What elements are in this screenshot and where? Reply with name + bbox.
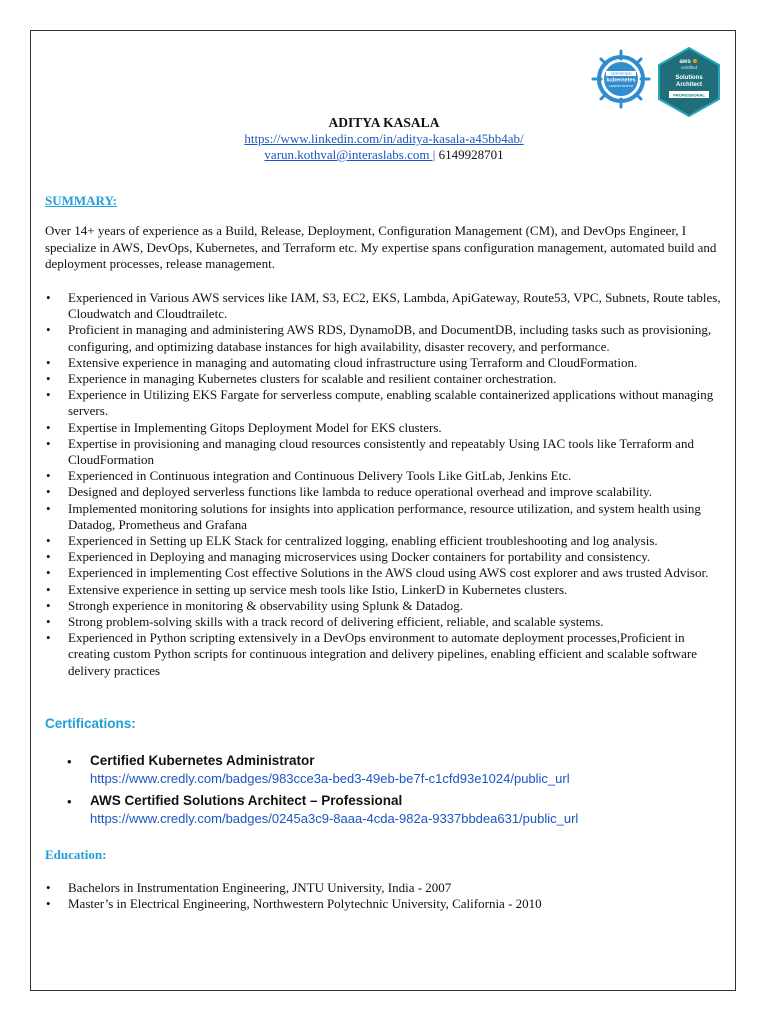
svg-text:kubernetes: kubernetes (606, 77, 636, 84)
experience-bullet-list (45, 290, 727, 679)
experience-bullet-item (45, 549, 727, 565)
experience-bullet-text: Strong problem-solving skills with a track record of delivering efficient, reliable, and scalable systems. (68, 614, 604, 630)
bullet-icon: • (46, 614, 51, 630)
kubernetes-administrator-badge-icon (591, 49, 651, 109)
bullet-icon: • (46, 549, 51, 565)
experience-bullet-text: Extensive experience in setting up service mesh tools like Istio, LinkerD in Kubernetes clusters. (68, 581, 568, 597)
candidate-name: ADITYA KASALA (328, 115, 440, 130)
experience-bullet-item (45, 290, 727, 322)
bullet-icon: • (46, 565, 51, 581)
experience-bullet-item (45, 533, 727, 549)
aws-solutions-architect-badge-icon (657, 47, 721, 117)
bullet-icon: • (46, 597, 51, 613)
certification-item (67, 792, 727, 828)
certifications-heading: Certifications: (45, 716, 136, 731)
education-item (45, 896, 727, 912)
experience-bullet-text: Experience in managing Kubernetes clusters for scalable and resilient container orchestration. (68, 371, 557, 387)
experience-bullet-text: Expertise in provisioning and managing cloud resources consistently and repeatably Using IAC tools like Terraform and CloudFormation (68, 435, 694, 468)
experience-bullet-text: Experienced in Continuous integration and Continuous Delivery Tools Like GitLab, Jenkins Etc. (68, 468, 572, 484)
bullet-icon: • (46, 880, 51, 895)
bullet-icon: • (46, 387, 51, 403)
experience-bullet-item (45, 565, 727, 581)
experience-bullet-item (45, 630, 727, 679)
bullet-icon: • (46, 290, 51, 305)
bullet-icon: • (46, 371, 51, 387)
resume-page (30, 30, 736, 991)
experience-bullet-text: Experience in Utilizing EKS Fargate for serverless compute, enabling scalable containerized applications without managing servers. (68, 387, 714, 419)
svg-text:ADMINISTRATOR: ADMINISTRATOR (608, 84, 634, 88)
bullet-icon: • (46, 419, 51, 435)
certification-item (67, 752, 727, 788)
bullet-icon: • (46, 500, 51, 516)
summary-paragraph: Over 14+ years of experience as a Build, Release, Deployment, Configuration Management (CM), and DevOps Engineer, I specialize in AWS, DevOps, Kubernetes, and Terraform etc. My expertise spans configuration management, automated build and deployment processes, release management. (45, 223, 717, 271)
experience-bullet-text: Extensive experience in managing and automating cloud infrastructure using Terraform and CloudFormation. (68, 354, 638, 370)
bullet-icon: • (46, 435, 51, 451)
bullet-icon: • (46, 484, 51, 500)
svg-text:aws: aws (679, 59, 691, 65)
svg-text:Architect: Architect (675, 82, 703, 88)
bullet-icon: • (46, 533, 51, 549)
bullet-icon: • (67, 754, 72, 769)
experience-bullet-text: Experienced in Deploying and managing microservices using Docker containers for portability and consistency. (68, 549, 651, 565)
svg-text:Solutions: Solutions (675, 75, 703, 81)
bullet-icon: • (46, 630, 51, 646)
experience-bullet-item (45, 501, 727, 533)
experience-bullet-item (45, 614, 727, 630)
bullet-icon: • (67, 794, 72, 809)
certification-url-link[interactable]: https://www.credly.com/badges/983cce3a-bed3-49eb-be7f-c1cfd93e1024/public_url (90, 771, 570, 786)
education-heading: Education: (45, 847, 107, 862)
experience-bullet-item (45, 371, 727, 387)
experience-bullet-text: Experienced in implementing Cost effective Solutions in the AWS cloud using AWS cost explorer and aws trusted Advisor. (68, 565, 709, 581)
phone-number: 6149928701 (435, 147, 504, 162)
certifications-list (67, 752, 727, 832)
experience-bullet-text: Experienced in Python scripting extensively in a DevOps environment to automate deployment processes,Proficient in creating custom Python scripts for continuous integration and delivery pipelines, enabling efficient and scalable software delivery practices (68, 630, 697, 678)
education-list (45, 880, 727, 912)
experience-bullet-item (45, 387, 727, 419)
svg-text:certified: certified (681, 65, 697, 70)
experience-bullet-text: Strongh experience in monitoring & observability using Splunk & Datadog. (68, 597, 464, 613)
education-item (45, 880, 727, 896)
experience-bullet-text: Proficient in managing and administering AWS RDS, DynamoDB, and DocumentDB, including tasks such as provisioning, configuring, and optimizing database instances for high availability, disaster recovery, and performance. (68, 322, 712, 354)
bullet-icon: • (46, 354, 51, 370)
experience-bullet-item (45, 322, 727, 354)
experience-bullet-text: Experienced in Various AWS services like IAM, S3, EC2, EKS, Lambda, ApiGateway, Route53, VPC, Subnets, Route tables, Cloudwatch and Cloudtrailetc. (68, 290, 721, 322)
experience-bullet-text: Expertise in Implementing Gitops Deployment Model for EKS clusters. (68, 419, 442, 435)
experience-bullet-item (45, 436, 727, 468)
experience-bullet-item (45, 468, 727, 484)
certification-badges (591, 45, 721, 117)
experience-bullet-text: Implemented monitoring solutions for insights into application performance, resource utilization, and system health using Datadog, Prometheus and Grafana (68, 500, 701, 532)
certification-name: Certified Kubernetes Administrator (90, 753, 315, 768)
experience-bullet-item (45, 420, 727, 436)
summary-heading: SUMMARY: (45, 193, 118, 208)
email-link[interactable]: varun.kothval@interaslabs.com | (264, 147, 436, 162)
certification-url-link[interactable]: https://www.credly.com/badges/0245a3c9-8aaa-4cda-982a-9337bbdea631/public_url (90, 811, 579, 826)
experience-bullet-item (45, 355, 727, 371)
experience-bullet-item (45, 582, 727, 598)
svg-text:PROFESSIONAL: PROFESSIONAL (673, 92, 705, 98)
education-text: Bachelors in Instrumentation Engineering, JNTU University, India - 2007 (68, 880, 452, 895)
education-text: Master’s in Electrical Engineering, Northwestern Polytechnic University, California - 2010 (68, 896, 542, 911)
certification-name: AWS Certified Solutions Architect – Professional (90, 793, 403, 808)
experience-bullet-item (45, 484, 727, 500)
svg-text:CERTIFIED: CERTIFIED (610, 71, 632, 76)
bullet-icon: • (46, 896, 51, 911)
contact-header (31, 115, 737, 163)
experience-bullet-text: Experienced in Setting up ELK Stack for centralized logging, enabling efficient troubleshooting and log analysis. (68, 533, 658, 549)
linkedin-link[interactable]: https://www.linkedin.com/in/aditya-kasala-a45bb4ab/ (244, 131, 524, 146)
bullet-icon: • (46, 322, 51, 338)
experience-bullet-item (45, 598, 727, 614)
bullet-icon: • (46, 581, 51, 597)
experience-bullet-text: Designed and deployed serverless functions like lambda to reduce operational overhead and improve scalability. (68, 484, 652, 500)
bullet-icon: • (46, 468, 51, 484)
